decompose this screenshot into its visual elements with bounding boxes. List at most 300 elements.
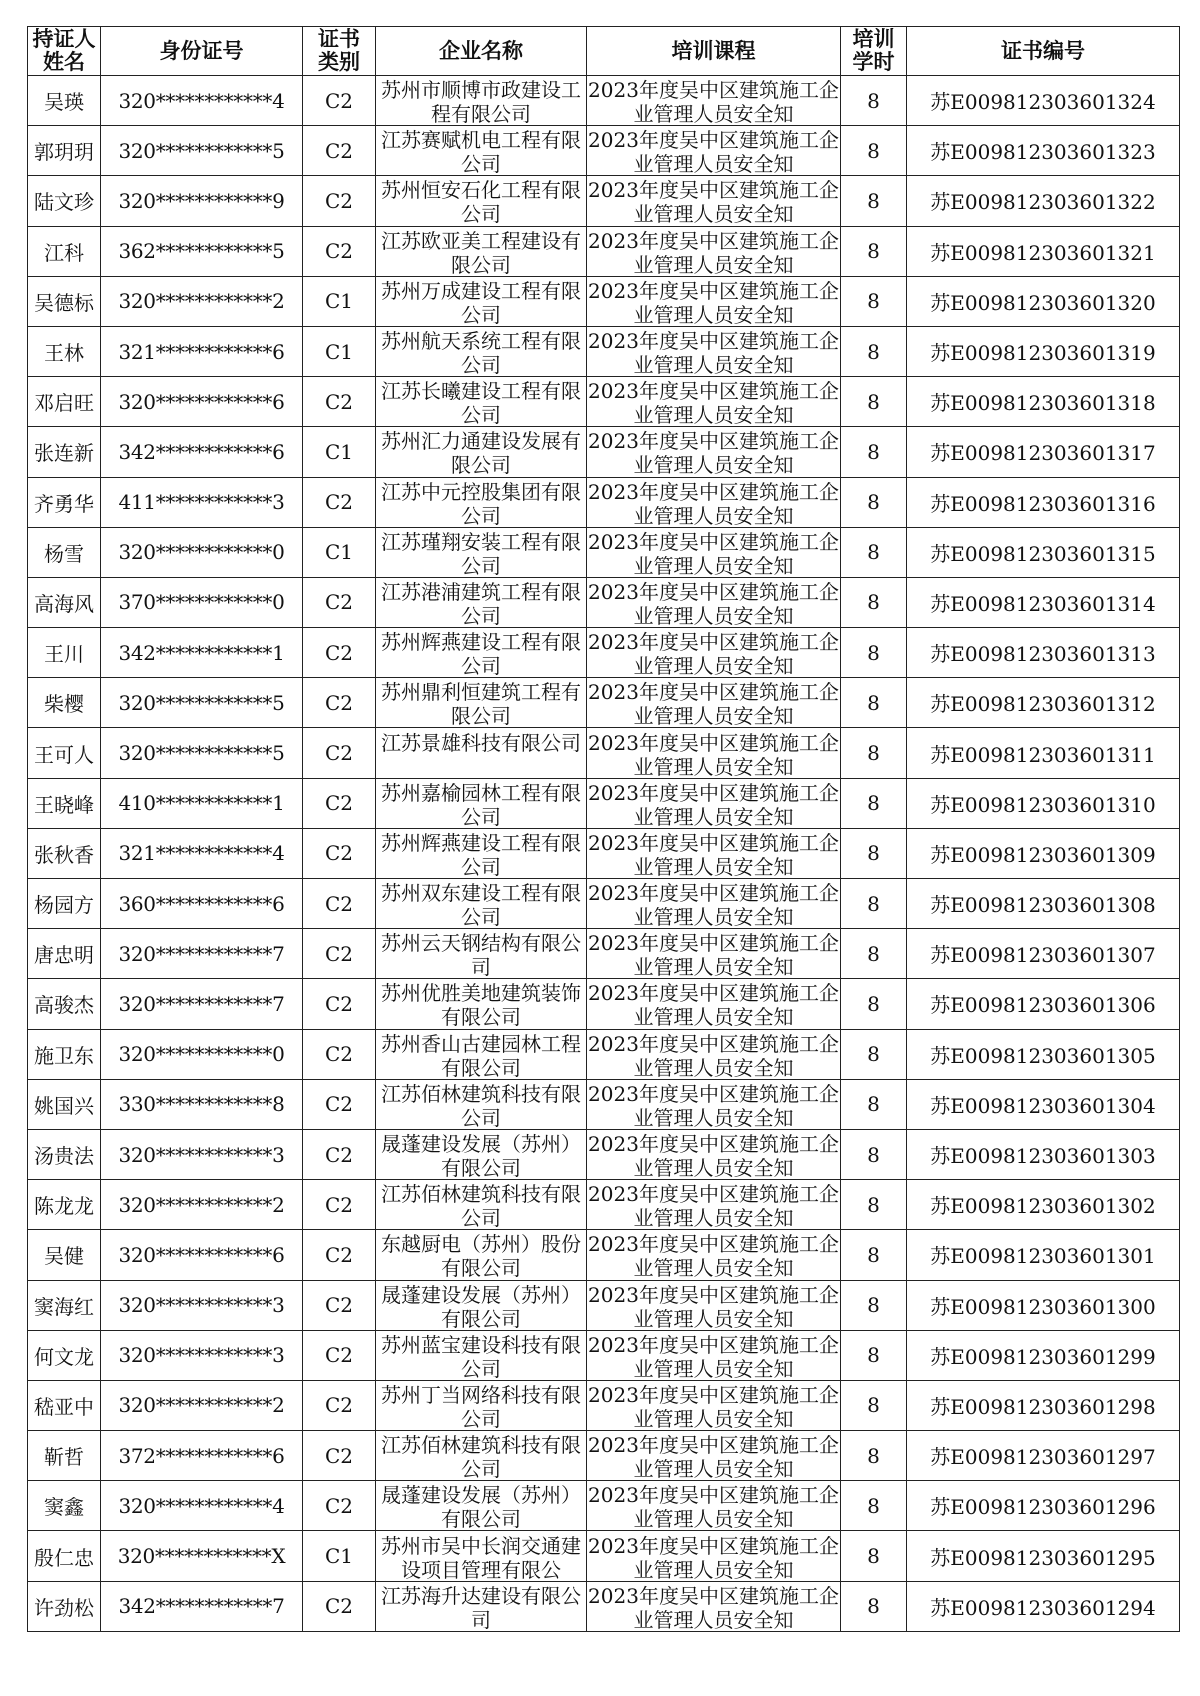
course-cell (587, 1380, 841, 1430)
company-cell (376, 1230, 587, 1280)
cert-number-cell: 苏E009812303601301 (907, 1230, 1180, 1280)
cert-type-cell: C2 (303, 477, 376, 527)
course-cell-text: 2023年度吴中区建筑施工企业管理人员安全知 (588, 1031, 839, 1078)
table-row (28, 678, 1180, 728)
course-cell-text: 2023年度吴中区建筑施工企业管理人员安全知 (588, 981, 839, 1028)
header-course: 培训课程 (587, 27, 841, 76)
hours-cell: 8 (841, 1029, 907, 1079)
company-cell (376, 477, 587, 527)
hours-cell: 8 (841, 879, 907, 929)
table-row (28, 929, 1180, 979)
table-row (28, 1481, 1180, 1531)
hours-cell: 8 (841, 1180, 907, 1230)
company-cell-text: 江苏海升达建设有限公司 (381, 1583, 581, 1630)
cert-number-cell: 苏E009812303601303 (907, 1129, 1180, 1179)
cert-number-cell: 苏E009812303601311 (907, 728, 1180, 778)
hours-cell: 8 (841, 1581, 907, 1631)
company-cell (376, 326, 587, 376)
holder-name-cell: 邓启旺 (28, 377, 101, 427)
course-cell-text: 2023年度吴中区建筑施工企业管理人员安全知 (588, 479, 839, 526)
cert-number-cell: 苏E009812303601317 (907, 427, 1180, 477)
header-cert-type (303, 27, 376, 76)
course-cell (587, 728, 841, 778)
cert-number-cell: 苏E009812303601314 (907, 577, 1180, 627)
course-cell (587, 1280, 841, 1330)
course-cell (587, 276, 841, 326)
holder-name-cell: 吴瑛 (28, 76, 101, 126)
holder-name-cell: 高海风 (28, 577, 101, 627)
course-cell (587, 1330, 841, 1380)
company-cell (376, 1330, 587, 1380)
table-row (28, 1129, 1180, 1179)
table-row (28, 1029, 1180, 1079)
company-cell-text: 苏州香山古建园林工程有限公司 (381, 1031, 581, 1078)
company-cell (376, 126, 587, 176)
id-number-cell: 342************6 (101, 427, 303, 477)
course-cell-text: 2023年度吴中区建筑施工企业管理人员安全知 (588, 630, 839, 677)
company-cell (376, 1581, 587, 1631)
table-row (28, 1531, 1180, 1581)
company-cell-text: 江苏佰林建筑科技有限公司 (381, 1433, 581, 1480)
id-number-cell: 342************1 (101, 628, 303, 678)
course-cell (587, 1029, 841, 1079)
company-cell (376, 828, 587, 878)
id-number-cell: 320************7 (101, 929, 303, 979)
course-cell-text: 2023年度吴中区建筑施工企业管理人员安全知 (588, 680, 839, 727)
id-number-cell: 320************X (101, 1531, 303, 1581)
cert-number-cell: 苏E009812303601310 (907, 778, 1180, 828)
course-cell (587, 879, 841, 929)
course-cell-text: 2023年度吴中区建筑施工企业管理人员安全知 (588, 529, 839, 576)
cert-type-cell: C1 (303, 427, 376, 477)
company-cell-text: 东越厨电（苏州）股份有限公司 (381, 1232, 581, 1279)
table-row (28, 1581, 1180, 1631)
holder-name-cell: 吴健 (28, 1230, 101, 1280)
cert-number-cell: 苏E009812303601304 (907, 1079, 1180, 1129)
cert-number-cell: 苏E009812303601295 (907, 1531, 1180, 1581)
hours-cell: 8 (841, 1481, 907, 1531)
id-number-cell: 320************3 (101, 1330, 303, 1380)
company-cell-text: 江苏景雄科技有限公司 (381, 730, 581, 755)
course-cell-text: 2023年度吴中区建筑施工企业管理人员安全知 (588, 1081, 839, 1128)
course-cell (587, 778, 841, 828)
company-cell-text: 苏州恒安石化工程有限公司 (381, 178, 581, 225)
company-cell (376, 1481, 587, 1531)
cert-type-cell: C2 (303, 176, 376, 226)
table-row (28, 628, 1180, 678)
cert-number-cell: 苏E009812303601315 (907, 527, 1180, 577)
cert-type-cell: C2 (303, 76, 376, 126)
id-number-cell: 411************3 (101, 477, 303, 527)
company-cell-text: 苏州航天系统工程有限公司 (381, 329, 581, 376)
table-row (28, 879, 1180, 929)
course-cell (587, 427, 841, 477)
table-row (28, 577, 1180, 627)
company-cell (376, 226, 587, 276)
cert-type-cell: C2 (303, 1079, 376, 1129)
course-cell (587, 527, 841, 577)
hours-cell: 8 (841, 276, 907, 326)
holder-name-cell: 窦鑫 (28, 1481, 101, 1531)
course-cell-text: 2023年度吴中区建筑施工企业管理人员安全知 (588, 1583, 839, 1630)
company-cell-text: 苏州辉燕建设工程有限公司 (381, 630, 581, 677)
id-number-cell: 370************0 (101, 577, 303, 627)
company-cell (376, 628, 587, 678)
id-number-cell: 320************0 (101, 527, 303, 577)
company-cell-text: 苏州嘉榆园林工程有限公司 (381, 780, 581, 827)
table-row (28, 326, 1180, 376)
course-cell (587, 1581, 841, 1631)
company-cell (376, 1079, 587, 1129)
cert-number-cell: 苏E009812303601316 (907, 477, 1180, 527)
company-cell-text: 苏州市顺博市政建设工程有限公司 (381, 78, 581, 125)
table-row (28, 1380, 1180, 1430)
hours-cell: 8 (841, 377, 907, 427)
course-cell-text: 2023年度吴中区建筑施工企业管理人员安全知 (588, 429, 839, 476)
cert-number-cell: 苏E009812303601312 (907, 678, 1180, 728)
course-cell (587, 1180, 841, 1230)
course-cell (587, 979, 841, 1029)
holder-name-cell: 何文龙 (28, 1330, 101, 1380)
cert-number-cell: 苏E009812303601306 (907, 979, 1180, 1029)
holder-name-cell: 施卫东 (28, 1029, 101, 1079)
id-number-cell: 360************6 (101, 879, 303, 929)
company-cell-text: 苏州汇力通建设发展有限公司 (381, 429, 581, 476)
course-cell-text: 2023年度吴中区建筑施工企业管理人员安全知 (588, 228, 839, 275)
table-row (28, 226, 1180, 276)
certificate-roster-table (27, 26, 1180, 1632)
course-cell-text: 2023年度吴中区建筑施工企业管理人员安全知 (588, 1483, 839, 1530)
cert-type-cell: C2 (303, 678, 376, 728)
table-row (28, 979, 1180, 1029)
cert-type-cell: C2 (303, 879, 376, 929)
holder-name-cell: 陆文珍 (28, 176, 101, 226)
table-row (28, 1330, 1180, 1380)
company-cell (376, 1129, 587, 1179)
company-cell (376, 1380, 587, 1430)
cert-type-cell: C2 (303, 377, 376, 427)
hours-cell: 8 (841, 778, 907, 828)
id-number-cell: 320************2 (101, 1380, 303, 1430)
hours-cell: 8 (841, 1230, 907, 1280)
course-cell-text: 2023年度吴中区建筑施工企业管理人员安全知 (588, 1433, 839, 1480)
hours-cell: 8 (841, 979, 907, 1029)
course-cell (587, 577, 841, 627)
company-cell-text: 江苏佰林建筑科技有限公司 (381, 1182, 581, 1229)
table-row (28, 778, 1180, 828)
course-cell-text: 2023年度吴中区建筑施工企业管理人员安全知 (588, 881, 839, 928)
id-number-cell: 320************5 (101, 678, 303, 728)
company-cell (376, 176, 587, 226)
header-company: 企业名称 (376, 27, 587, 76)
cert-type-cell: C2 (303, 628, 376, 678)
holder-name-cell: 王川 (28, 628, 101, 678)
holder-name-cell: 唐忠明 (28, 929, 101, 979)
course-cell-text: 2023年度吴中区建筑施工企业管理人员安全知 (588, 78, 839, 125)
header-text: 证书 类别 (318, 28, 360, 74)
id-number-cell: 320************9 (101, 176, 303, 226)
cert-number-cell: 苏E009812303601302 (907, 1180, 1180, 1230)
company-cell-text: 苏州市吴中长润交通建设项目管理有限公 (381, 1533, 581, 1580)
id-number-cell: 320************0 (101, 1029, 303, 1079)
id-number-cell: 342************7 (101, 1581, 303, 1631)
holder-name-cell: 吴德标 (28, 276, 101, 326)
holder-name-cell: 姚国兴 (28, 1079, 101, 1129)
course-cell-text: 2023年度吴中区建筑施工企业管理人员安全知 (588, 1533, 839, 1580)
hours-cell: 8 (841, 728, 907, 778)
course-cell (587, 678, 841, 728)
course-cell-text: 2023年度吴中区建筑施工企业管理人员安全知 (588, 1382, 839, 1429)
company-cell-text: 江苏赛赋机电工程有限公司 (381, 128, 581, 175)
id-number-cell: 321************4 (101, 828, 303, 878)
course-cell (587, 1079, 841, 1129)
cert-type-cell: C2 (303, 828, 376, 878)
company-cell-text: 晟蓬建设发展（苏州）有限公司 (381, 1132, 581, 1179)
id-number-cell: 321************6 (101, 326, 303, 376)
company-cell-text: 江苏港浦建筑工程有限公司 (381, 579, 581, 626)
cert-type-cell: C2 (303, 1431, 376, 1481)
id-number-cell: 320************5 (101, 728, 303, 778)
cert-type-cell: C2 (303, 728, 376, 778)
cert-type-cell: C2 (303, 1581, 376, 1631)
holder-name-cell: 齐勇华 (28, 477, 101, 527)
table-row (28, 76, 1180, 126)
course-cell (587, 929, 841, 979)
company-cell (376, 577, 587, 627)
table-row (28, 1079, 1180, 1129)
hours-cell: 8 (841, 1380, 907, 1430)
cert-type-cell: C2 (303, 1280, 376, 1330)
header-id-number: 身份证号 (101, 27, 303, 76)
cert-number-cell: 苏E009812303601323 (907, 126, 1180, 176)
course-cell-text: 2023年度吴中区建筑施工企业管理人员安全知 (588, 579, 839, 626)
course-cell-text: 2023年度吴中区建筑施工企业管理人员安全知 (588, 931, 839, 978)
cert-type-cell: C2 (303, 577, 376, 627)
header-text: 持证人 姓名 (32, 28, 96, 74)
table-row (28, 276, 1180, 326)
cert-number-cell: 苏E009812303601297 (907, 1431, 1180, 1481)
course-cell-text: 2023年度吴中区建筑施工企业管理人员安全知 (588, 128, 839, 175)
table-row (28, 427, 1180, 477)
course-cell (587, 1481, 841, 1531)
course-cell (587, 1531, 841, 1581)
holder-name-cell: 靳哲 (28, 1431, 101, 1481)
hours-cell: 8 (841, 1280, 907, 1330)
holder-name-cell: 郭玥玥 (28, 126, 101, 176)
course-cell-text: 2023年度吴中区建筑施工企业管理人员安全知 (588, 780, 839, 827)
cert-number-cell: 苏E009812303601305 (907, 1029, 1180, 1079)
table-row (28, 126, 1180, 176)
table-row (28, 377, 1180, 427)
id-number-cell: 320************6 (101, 1230, 303, 1280)
holder-name-cell: 汤贵法 (28, 1129, 101, 1179)
id-number-cell: 320************5 (101, 126, 303, 176)
holder-name-cell: 许劲松 (28, 1581, 101, 1631)
company-cell-text: 江苏欧亚美工程建设有限公司 (381, 228, 581, 275)
company-cell-text: 苏州优胜美地建筑装饰有限公司 (381, 981, 581, 1028)
holder-name-cell: 张秋香 (28, 828, 101, 878)
holder-name-cell: 柴樱 (28, 678, 101, 728)
hours-cell: 8 (841, 1079, 907, 1129)
holder-name-cell: 殷仁忠 (28, 1531, 101, 1581)
company-cell-text: 晟蓬建设发展（苏州）有限公司 (381, 1483, 581, 1530)
id-number-cell: 362************5 (101, 226, 303, 276)
cert-number-cell: 苏E009812303601300 (907, 1280, 1180, 1330)
company-cell (376, 778, 587, 828)
cert-number-cell: 苏E009812303601296 (907, 1481, 1180, 1531)
holder-name-cell: 王林 (28, 326, 101, 376)
cert-type-cell: C2 (303, 929, 376, 979)
course-cell-text: 2023年度吴中区建筑施工企业管理人员安全知 (588, 1332, 839, 1379)
company-cell-text: 江苏长曦建设工程有限公司 (381, 379, 581, 426)
company-cell (376, 1029, 587, 1079)
company-cell (376, 1180, 587, 1230)
course-cell (587, 226, 841, 276)
hours-cell: 8 (841, 628, 907, 678)
course-cell (587, 628, 841, 678)
company-cell-text: 江苏中元控股集团有限公司 (381, 479, 581, 526)
cert-number-cell: 苏E009812303601318 (907, 377, 1180, 427)
cert-type-cell: C2 (303, 1180, 376, 1230)
course-cell (587, 1230, 841, 1280)
cert-number-cell: 苏E009812303601294 (907, 1581, 1180, 1631)
company-cell (376, 527, 587, 577)
holder-name-cell: 王晓峰 (28, 778, 101, 828)
course-cell (587, 477, 841, 527)
course-cell-text: 2023年度吴中区建筑施工企业管理人员安全知 (588, 730, 839, 777)
company-cell-text: 苏州丁当网络科技有限公司 (381, 1382, 581, 1429)
hours-cell: 8 (841, 427, 907, 477)
cert-type-cell: C2 (303, 1129, 376, 1179)
company-cell (376, 728, 587, 778)
company-cell-text: 苏州蓝宝建设科技有限公司 (381, 1332, 581, 1379)
table-row (28, 1180, 1180, 1230)
id-number-cell: 330************8 (101, 1079, 303, 1129)
cert-type-cell: C2 (303, 126, 376, 176)
company-cell-text: 苏州云天钢结构有限公司 (381, 931, 581, 978)
course-cell (587, 1431, 841, 1481)
course-cell (587, 126, 841, 176)
hours-cell: 8 (841, 1330, 907, 1380)
hours-cell: 8 (841, 1531, 907, 1581)
hours-cell: 8 (841, 828, 907, 878)
table-row (28, 1230, 1180, 1280)
cert-number-cell: 苏E009812303601324 (907, 76, 1180, 126)
header-holder-name (28, 27, 101, 76)
header-hours (841, 27, 907, 76)
id-number-cell: 320************3 (101, 1129, 303, 1179)
holder-name-cell: 杨雪 (28, 527, 101, 577)
hours-cell: 8 (841, 126, 907, 176)
cert-type-cell: C2 (303, 226, 376, 276)
id-number-cell: 320************4 (101, 76, 303, 126)
course-cell (587, 76, 841, 126)
course-cell-text: 2023年度吴中区建筑施工企业管理人员安全知 (588, 1132, 839, 1179)
id-number-cell: 410************1 (101, 778, 303, 828)
holder-name-cell: 陈龙龙 (28, 1180, 101, 1230)
hours-cell: 8 (841, 1129, 907, 1179)
cert-type-cell: C2 (303, 1230, 376, 1280)
company-cell (376, 76, 587, 126)
course-cell-text: 2023年度吴中区建筑施工企业管理人员安全知 (588, 1232, 839, 1279)
cert-type-cell: C1 (303, 326, 376, 376)
id-number-cell: 320************6 (101, 377, 303, 427)
hours-cell: 8 (841, 678, 907, 728)
course-cell-text: 2023年度吴中区建筑施工企业管理人员安全知 (588, 830, 839, 877)
holder-name-cell: 王可人 (28, 728, 101, 778)
id-number-cell: 372************6 (101, 1431, 303, 1481)
course-cell-text: 2023年度吴中区建筑施工企业管理人员安全知 (588, 1182, 839, 1229)
course-cell (587, 828, 841, 878)
cert-number-cell: 苏E009812303601307 (907, 929, 1180, 979)
id-number-cell: 320************3 (101, 1280, 303, 1330)
hours-cell: 8 (841, 577, 907, 627)
cert-number-cell: 苏E009812303601313 (907, 628, 1180, 678)
cert-number-cell: 苏E009812303601320 (907, 276, 1180, 326)
company-cell-text: 苏州鼎利恒建筑工程有限公司 (381, 680, 581, 727)
cert-number-cell: 苏E009812303601321 (907, 226, 1180, 276)
company-cell (376, 1280, 587, 1330)
hours-cell: 8 (841, 527, 907, 577)
id-number-cell: 320************7 (101, 979, 303, 1029)
table-row (28, 728, 1180, 778)
company-cell-text: 晟蓬建设发展（苏州）有限公司 (381, 1282, 581, 1329)
table-row (28, 527, 1180, 577)
hours-cell: 8 (841, 226, 907, 276)
cert-type-cell: C2 (303, 1029, 376, 1079)
hours-cell: 8 (841, 176, 907, 226)
holder-name-cell: 江科 (28, 226, 101, 276)
table-row (28, 1431, 1180, 1481)
course-cell-text: 2023年度吴中区建筑施工企业管理人员安全知 (588, 1282, 839, 1329)
course-cell (587, 1129, 841, 1179)
cert-number-cell: 苏E009812303601322 (907, 176, 1180, 226)
course-cell (587, 377, 841, 427)
course-cell (587, 176, 841, 226)
course-cell-text: 2023年度吴中区建筑施工企业管理人员安全知 (588, 329, 839, 376)
cert-type-cell: C2 (303, 1481, 376, 1531)
table-row (28, 1280, 1180, 1330)
cert-type-cell: C2 (303, 979, 376, 1029)
cert-type-cell: C2 (303, 778, 376, 828)
course-cell-text: 2023年度吴中区建筑施工企业管理人员安全知 (588, 379, 839, 426)
id-number-cell: 320************2 (101, 276, 303, 326)
header-cert-number: 证书编号 (907, 27, 1180, 76)
course-cell-text: 2023年度吴中区建筑施工企业管理人员安全知 (588, 178, 839, 225)
hours-cell: 8 (841, 929, 907, 979)
company-cell-text: 江苏瑾翔安装工程有限公司 (381, 529, 581, 576)
id-number-cell: 320************2 (101, 1180, 303, 1230)
holder-name-cell: 张连新 (28, 427, 101, 477)
id-number-cell: 320************4 (101, 1481, 303, 1531)
holder-name-cell: 窦海红 (28, 1280, 101, 1330)
company-cell (376, 276, 587, 326)
cert-number-cell: 苏E009812303601308 (907, 879, 1180, 929)
table-row (28, 477, 1180, 527)
holder-name-cell: 杨园方 (28, 879, 101, 929)
company-cell (376, 377, 587, 427)
table-body (28, 76, 1180, 1632)
cert-number-cell: 苏E009812303601309 (907, 828, 1180, 878)
table-header-row (28, 27, 1180, 76)
course-cell-text: 2023年度吴中区建筑施工企业管理人员安全知 (588, 278, 839, 325)
company-cell (376, 1531, 587, 1581)
cert-number-cell: 苏E009812303601319 (907, 326, 1180, 376)
company-cell-text: 苏州万成建设工程有限公司 (381, 278, 581, 325)
company-cell (376, 979, 587, 1029)
cert-type-cell: C1 (303, 276, 376, 326)
cert-number-cell: 苏E009812303601298 (907, 1380, 1180, 1430)
